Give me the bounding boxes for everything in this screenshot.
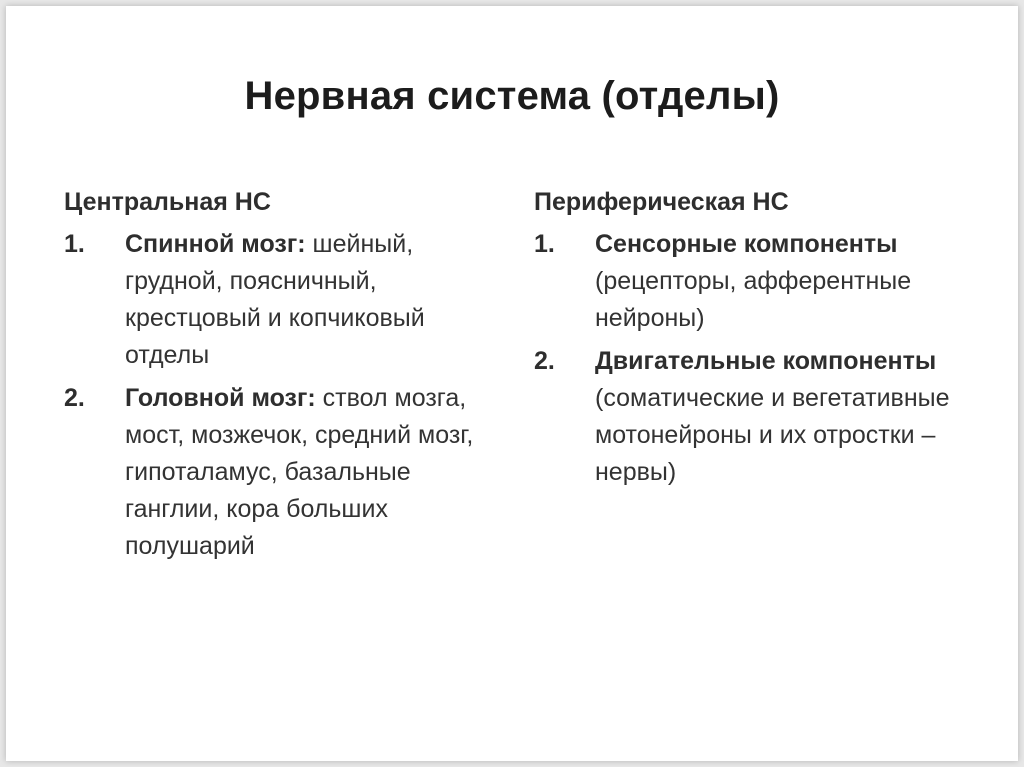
central-ns-column	[64, 186, 494, 571]
item-term: Двигательные компоненты	[595, 347, 937, 375]
peripheral-ns-column	[534, 186, 984, 497]
item-description: шейный, грудной, поясничный, крестцовый и копчиковый отделы	[125, 230, 425, 369]
list-item	[64, 226, 494, 374]
slide	[6, 6, 1018, 761]
item-number: 2.	[64, 384, 85, 412]
list-item	[64, 380, 494, 565]
item-description: (рецепторы, афферентные нейроны)	[595, 267, 912, 332]
item-description: (соматические и вегетативные мотонейроны и их отростки – нервы)	[595, 384, 950, 486]
item-number: 2.	[534, 347, 555, 375]
central-ns-list	[64, 226, 494, 565]
item-description: ствол мозга, мост, мозжечок, средний мозг, гипоталамус, базальные ганглии, кора больших полушарий	[125, 384, 474, 560]
item-term: Сенсорные компоненты	[595, 230, 898, 258]
item-number: 1.	[64, 230, 85, 258]
slide-title: Нервная система (отделы)	[244, 74, 780, 118]
list-item	[534, 343, 984, 491]
central-ns-heading: Центральная НС	[64, 188, 271, 216]
item-term: Спинной мозг:	[125, 230, 313, 258]
item-term: Головной мозг:	[125, 384, 323, 412]
peripheral-ns-list	[534, 226, 984, 491]
peripheral-ns-heading: Периферическая НС	[534, 188, 789, 216]
item-number: 1.	[534, 230, 555, 258]
list-item	[534, 226, 984, 337]
